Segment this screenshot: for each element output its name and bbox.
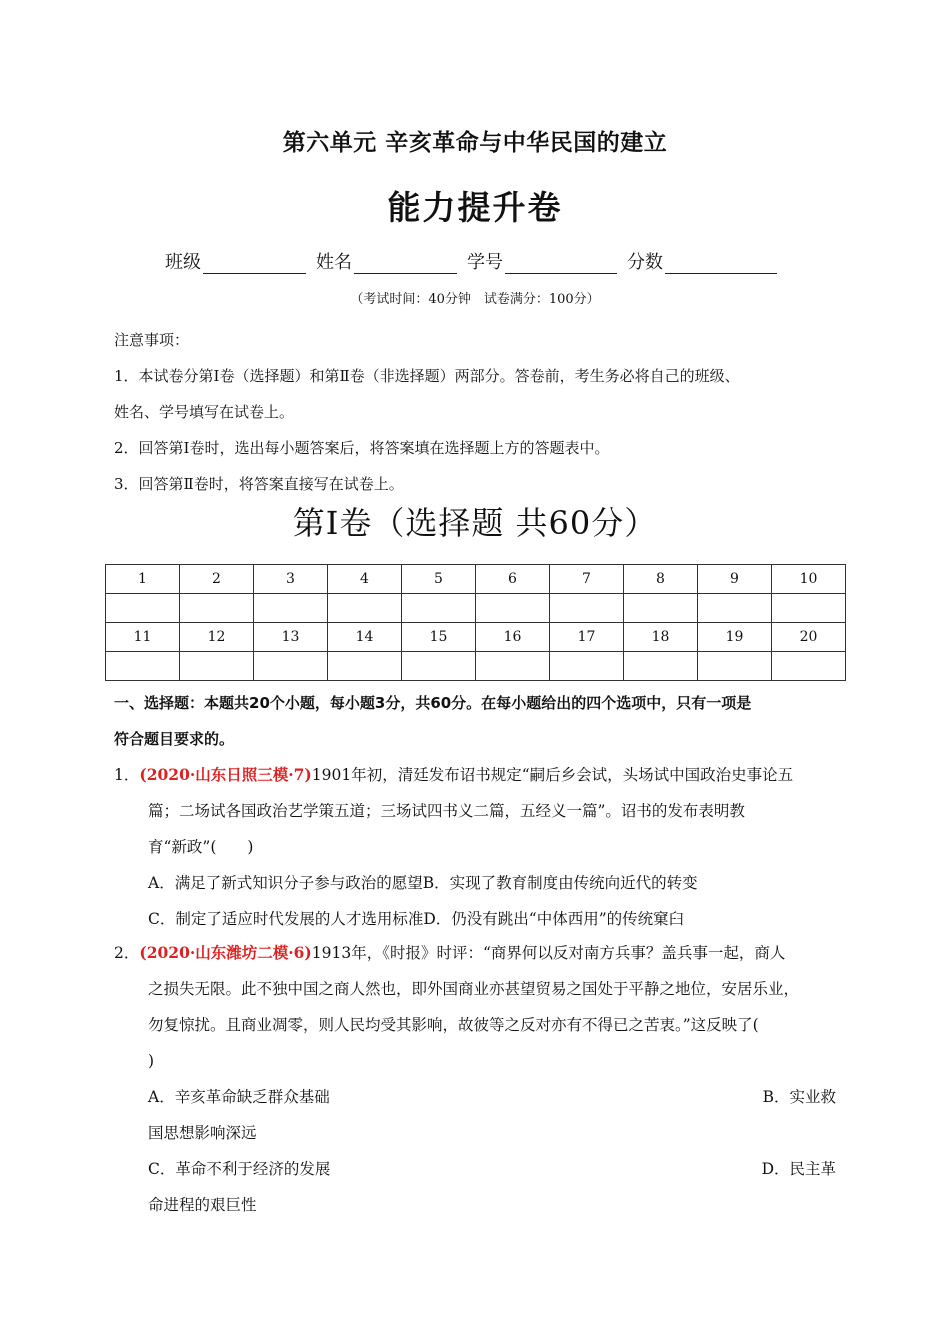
note-item: 3．回答第Ⅱ卷时，将答案直接写在试卷上。 bbox=[114, 475, 404, 493]
answer-cell[interactable] bbox=[476, 594, 550, 623]
question-stem bbox=[114, 935, 844, 971]
score-field[interactable] bbox=[627, 248, 777, 274]
answer-cell[interactable] bbox=[624, 594, 698, 623]
exam-meta: （考试时间：40分钟 试卷满分：100分） bbox=[350, 292, 600, 307]
score-blank[interactable] bbox=[665, 255, 777, 274]
option-d-continued: 命进程的艰巨性 bbox=[148, 1196, 257, 1214]
question-number-row bbox=[106, 623, 846, 652]
answer-cell[interactable] bbox=[402, 652, 476, 681]
stem-line: 勿复惊扰。且商业凋零，则人民均受其影响，故彼等之反对亦有不得已之苦衷。”这反映了( bbox=[148, 1016, 759, 1034]
name-field[interactable] bbox=[316, 248, 457, 274]
answer-cell[interactable] bbox=[402, 594, 476, 623]
grid-label: 10 bbox=[772, 565, 846, 594]
grid-label: 19 bbox=[698, 623, 772, 652]
answer-cell[interactable] bbox=[328, 594, 402, 623]
answer-cell[interactable] bbox=[254, 652, 328, 681]
class-label: 班级 bbox=[165, 252, 201, 273]
question-1 bbox=[114, 757, 844, 937]
answer-cell[interactable] bbox=[476, 652, 550, 681]
options-line-cd[interactable]: C．制定了适应时代发展的人才选用标准D．仍没有跳出“中体西用”的传统窠臼 bbox=[148, 910, 685, 928]
instruction-line: 符合题目要求的。 bbox=[114, 730, 235, 748]
student-info-row bbox=[165, 248, 777, 274]
note-item: 1．本试卷分第Ⅰ卷（选择题）和第Ⅱ卷（非选择题）两部分。答卷前，考生务必将自己的班级、 bbox=[114, 367, 740, 385]
grid-label: 8 bbox=[624, 565, 698, 594]
paper-title: 能力提升卷 bbox=[387, 188, 563, 227]
grid-label: 17 bbox=[550, 623, 624, 652]
class-blank[interactable] bbox=[203, 255, 306, 274]
question-number: 1． bbox=[114, 766, 140, 784]
option-b[interactable]: B．实业救 bbox=[762, 1088, 836, 1106]
answer-cell[interactable] bbox=[624, 652, 698, 681]
question-source: (2020·山东潍坊二模·6) bbox=[139, 943, 312, 962]
answer-cell[interactable] bbox=[180, 652, 254, 681]
grid-label: 2 bbox=[180, 565, 254, 594]
options-row-cd bbox=[114, 1151, 844, 1187]
note-item: 姓名、学号填写在试卷上。 bbox=[114, 403, 295, 421]
grid-label: 9 bbox=[698, 565, 772, 594]
question-number: 2． bbox=[114, 944, 140, 962]
score-label: 分数 bbox=[627, 252, 663, 273]
name-blank[interactable] bbox=[354, 255, 457, 274]
grid-label: 16 bbox=[476, 623, 550, 652]
question-number-row bbox=[106, 565, 846, 594]
option-b-continued: 国思想影响深远 bbox=[148, 1124, 257, 1142]
grid-label: 18 bbox=[624, 623, 698, 652]
question-source: (2020·山东日照三模·7) bbox=[139, 765, 312, 784]
student-id-blank[interactable] bbox=[505, 255, 617, 274]
answer-row bbox=[106, 594, 846, 623]
grid-label: 11 bbox=[106, 623, 180, 652]
class-field[interactable] bbox=[165, 248, 306, 274]
stem-line: 之损失无限。此不独中国之商人然也，即外国商业亦甚望贸易之国处于平静之地位，安居乐业， bbox=[148, 980, 800, 998]
question-2 bbox=[114, 935, 844, 1223]
option-a[interactable]: A．辛亥革命缺乏群众基础 bbox=[148, 1088, 330, 1106]
grid-label: 4 bbox=[328, 565, 402, 594]
grid-label: 6 bbox=[476, 565, 550, 594]
options-row-ab bbox=[114, 1079, 844, 1115]
answer-cell[interactable] bbox=[106, 652, 180, 681]
answer-cell[interactable] bbox=[254, 594, 328, 623]
grid-label: 3 bbox=[254, 565, 328, 594]
instruction-line: 一、选择题：本题共20个小题，每小题3分，共60分。在每小题给出的四个选项中，只有一项是 bbox=[114, 694, 752, 712]
answer-grid bbox=[105, 564, 846, 681]
stem-line: ) bbox=[148, 1052, 155, 1070]
answer-cell[interactable] bbox=[772, 652, 846, 681]
stem-line: 育“新政”( ) bbox=[148, 838, 254, 856]
name-label: 姓名 bbox=[316, 252, 352, 273]
answer-cell[interactable] bbox=[698, 594, 772, 623]
option-d[interactable]: D．民主革 bbox=[761, 1160, 836, 1178]
answer-cell[interactable] bbox=[698, 652, 772, 681]
grid-label: 13 bbox=[254, 623, 328, 652]
answer-cell[interactable] bbox=[180, 594, 254, 623]
student-id-label: 学号 bbox=[467, 252, 503, 273]
question-stem bbox=[114, 757, 844, 793]
grid-label: 12 bbox=[180, 623, 254, 652]
student-id-field[interactable] bbox=[467, 248, 617, 274]
stem-line: 1901年初，清廷发布诏书规定“嗣后乡会试，头场试中国政治史事论五 bbox=[311, 766, 794, 784]
unit-title: 第六单元 辛亥革命与中华民国的建立 bbox=[282, 130, 668, 156]
answer-row bbox=[106, 652, 846, 681]
grid-label: 20 bbox=[772, 623, 846, 652]
options-line-ab[interactable]: A．满足了新式知识分子参与政治的愿望B．实现了教育制度由传统向近代的转变 bbox=[148, 874, 698, 892]
stem-line: 篇；二场试各国政治艺学策五道；三场试四书义二篇，五经义一篇”。诏书的发布表明教 bbox=[148, 802, 745, 820]
grid-label: 15 bbox=[402, 623, 476, 652]
answer-cell[interactable] bbox=[106, 594, 180, 623]
note-item: 2．回答第Ⅰ卷时，选出每小题答案后，将答案填在选择题上方的答题表中。 bbox=[114, 439, 610, 457]
notes-section bbox=[114, 322, 834, 502]
answer-cell[interactable] bbox=[772, 594, 846, 623]
grid-label: 1 bbox=[106, 565, 180, 594]
grid-label: 14 bbox=[328, 623, 402, 652]
section-title: 第Ⅰ卷（选择题 共60分） bbox=[292, 504, 658, 542]
stem-line: 1913年，《时报》时评：“商界何以反对南方兵事？盖兵事一起，商人 bbox=[311, 944, 786, 962]
section-instructions bbox=[114, 685, 844, 757]
option-c[interactable]: C．革命不利于经济的发展 bbox=[148, 1160, 331, 1178]
answer-cell[interactable] bbox=[550, 594, 624, 623]
grid-label: 5 bbox=[402, 565, 476, 594]
notes-heading: 注意事项： bbox=[114, 331, 190, 349]
answer-cell[interactable] bbox=[328, 652, 402, 681]
answer-cell[interactable] bbox=[550, 652, 624, 681]
grid-label: 7 bbox=[550, 565, 624, 594]
